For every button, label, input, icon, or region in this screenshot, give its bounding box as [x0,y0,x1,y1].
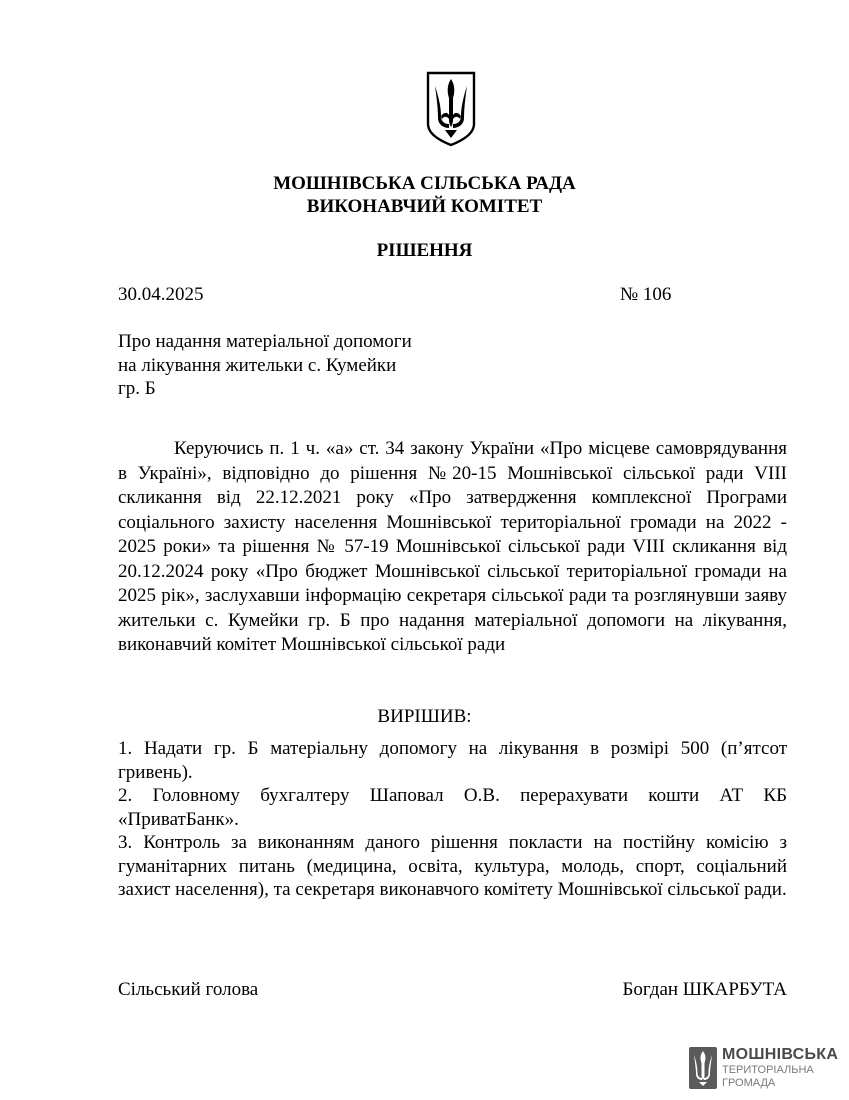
document-subject [118,330,412,401]
logo-subtitle: ТЕРИТОРІАЛЬНА [722,1064,814,1076]
item-number: 1. [118,738,133,759]
item-text: Контроль за виконанням даного рішення покласти на постійну комісію з гуманітарних питань (медицина, освіта, культура, молодь, спорт, соціальний захист населення), та секретаря виконавчого комітету Мошнівської сільської ради. [118,832,788,900]
subject-line: на лікування жительки с. Кумейки [118,354,397,376]
subject-line: Про надання матеріальної допомоги [118,331,412,352]
signatory-name: Богдан ШКАРБУТА [622,979,787,1000]
document-number: № 106 [620,284,672,305]
subject-line: гр. Б [118,378,156,399]
trident-logo-icon [688,1046,718,1090]
decision-list [118,737,787,902]
decided-heading: ВИРІШИВ: [377,706,472,727]
org-subdivision: ВИКОНАВЧИЙ КОМІТЕТ [306,196,543,217]
item-number: 3. [118,832,133,853]
document-date: 30.04.2025 [118,284,204,305]
decision-item [118,831,787,902]
logo-title: МОШНІВСЬКА [722,1046,839,1063]
item-number: 2. [118,785,133,806]
document-title: РІШЕННЯ [376,240,473,261]
org-name: МОШНІВСЬКА СІЛЬСЬКА РАДА [273,173,576,194]
decision-item [118,784,787,831]
signatory-position: Сільський голова [118,979,259,1000]
item-text: Надати гр. Б матеріальну допомогу на лікування в розмірі 500 (п’ятсот гривень). [118,738,788,783]
trident-emblem-icon [425,70,477,148]
logo-subtitle: ГРОМАДА [722,1077,776,1089]
community-logo [688,1046,839,1092]
item-text: Головному бухгалтеру Шаповал О.В. перерахувати кошти АТ КБ «ПриватБанк». [118,785,788,830]
preamble-paragraph: Керуючись п. 1 ч. «а» ст. 34 закону України «Про місцеве самоврядування в Україні», відповідно до рішення №20-15 Мошнівської сільської ради VIII скликання від 22.12.2021 року «Про затвердження комплексної Програми соціального захисту населення Мошнівської територіальної громади на 2022 - 2025 роки» та рішення № 57-19 Мошнівської сільської ради VIII скликання від 20.12.2024 року «Про бюджет Мошнівської сільської територіальної громади на 2025 рік», заслухавши інформацію секретаря сільської ради та розглянувши заяву жительки с. Кумейки гр. Б про надання матеріальної допомоги на лікування, виконавчий комітет Мошнівської сільської ради [118,438,787,655]
decision-item [118,737,787,784]
